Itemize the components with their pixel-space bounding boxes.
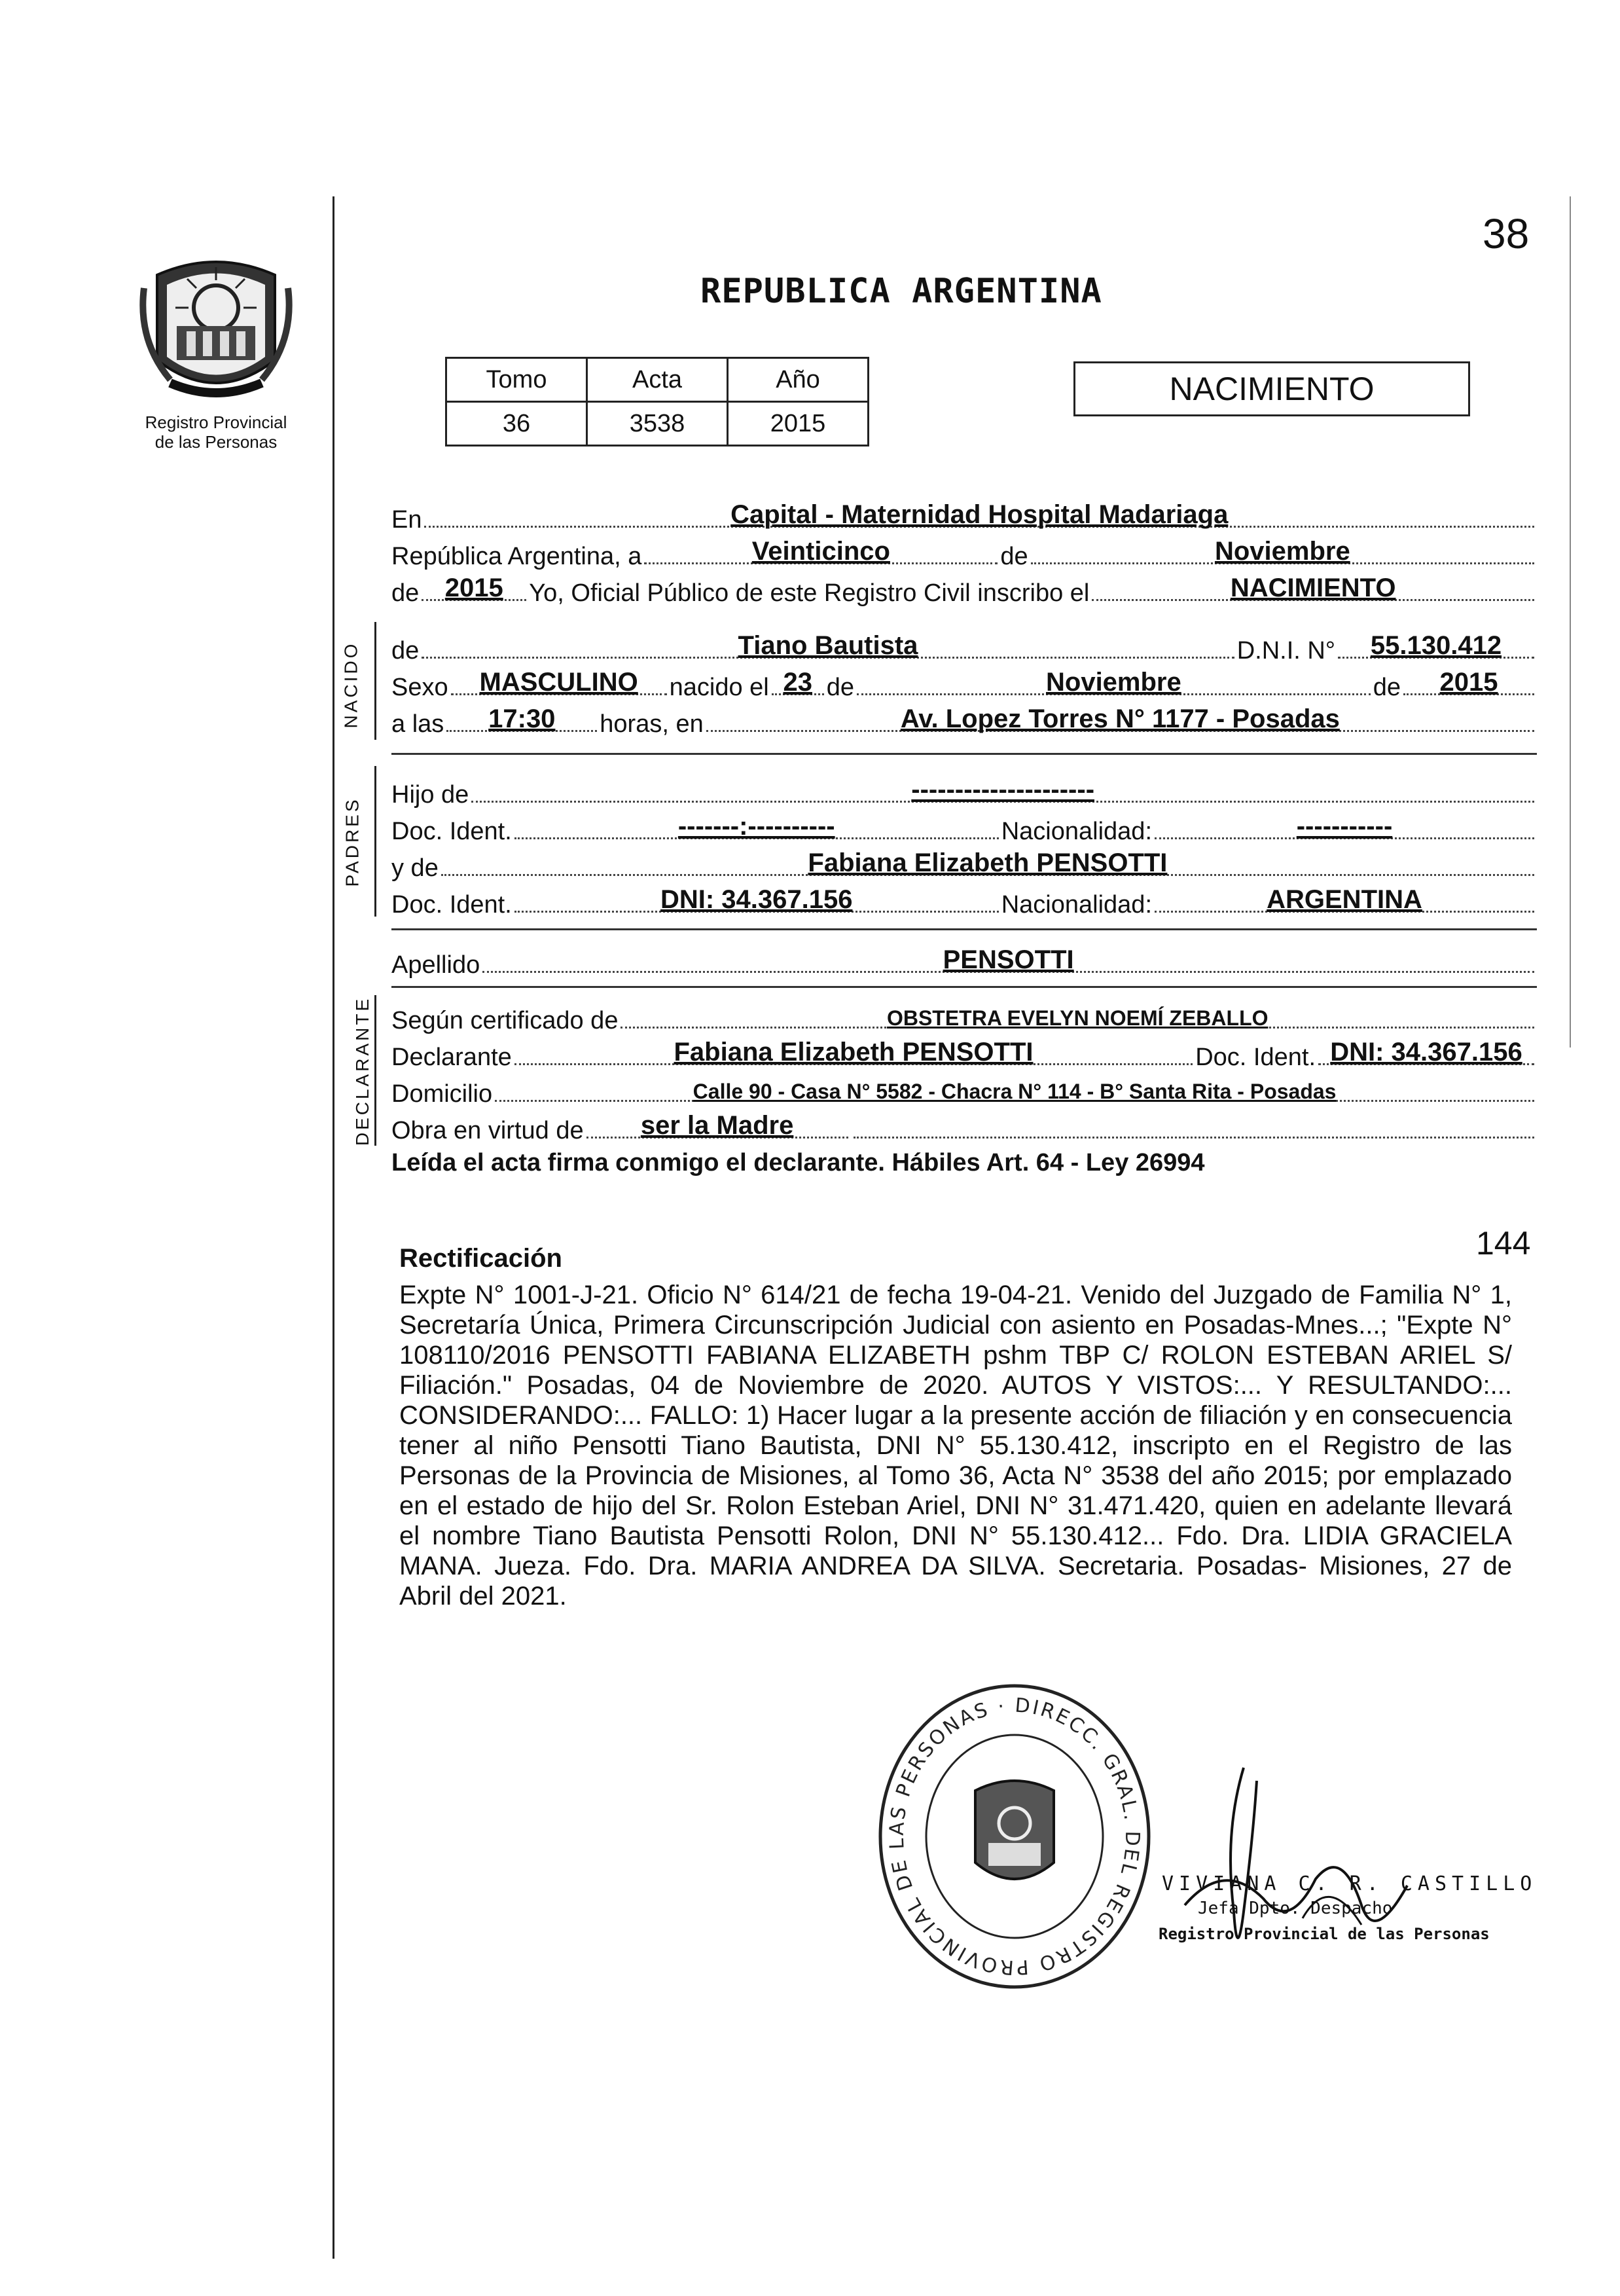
- label-doc-ident-2: Doc. Ident.: [391, 891, 512, 919]
- record-table: [445, 357, 869, 446]
- field-padre-doc-line: [514, 812, 999, 841]
- label-doc-ident-3: Doc. Ident.: [1195, 1044, 1316, 1071]
- rectificacion-body: Expte N° 1001-J-21. Oficio N° 614/21 de fecha 19-04-21. Venido del Juzgado de Familia N° 1, Secretaría Única, Primera Circunscripción Judicial con asiento en Posadas-Mnes...; "Expte N° 108110/2016 PENSOTTI FABIANA ELIZABETH pshm TBP C/ ROLON ESTEBAN ARIEL S/ Filiación." Posadas, 04 de Noviembre de 2020. AUTOS Y VISTOS:... Y RESULTANDO:... CONSIDERANDO:... FALLO: 1) Hacer lugar a la presente acción de filiación y en consecuencia tener al niño Pensotti Tiano Bautista, DNI N° 55.130.412, inscripto en el Registro de las Personas de la Provincia de Misiones, al Tomo 36, Acta N° 3538 del año 2015; por emplazado en el estado de hijo del Sr. Rolon Esteban Ariel, DNI N° 31.471.420, quien en adelante llevará el nombre Tiano Bautista Pensotti Rolon, DNI N° 55.130.412... Fdo. Dra. LIDIA GRACIELA MANA. Jueza. Fdo. Dra. MARIA ANDREA DA SILVA. Secretaria. Posadas- Misiones, 27 de Abril del 2021.: [399, 1281, 1512, 1611]
- label-en: En: [391, 506, 422, 534]
- label-a-las: a las: [391, 710, 444, 738]
- record-type-box: NACIMIENTO: [1073, 361, 1470, 416]
- label-de-5: de: [1373, 674, 1401, 701]
- field-certificado-line: [621, 1006, 1534, 1030]
- field-dia-letras: Veinticinco: [751, 537, 890, 566]
- field-madre-doc-line: [514, 885, 999, 914]
- page-number: 38: [1483, 210, 1530, 257]
- row-anio: [391, 571, 1537, 608]
- handwritten-signature: [1145, 1755, 1486, 1977]
- label-de-2: de: [391, 579, 420, 607]
- row-hijo-de: [391, 773, 1537, 809]
- label-de-3: de: [391, 637, 420, 665]
- row-en: [391, 498, 1537, 534]
- row-certificado: [391, 998, 1537, 1035]
- field-madre-nac: ARGENTINA: [1267, 885, 1422, 914]
- label-nacionalidad-2: Nacionalidad:: [1001, 891, 1152, 919]
- nacido-bracket: [374, 622, 376, 740]
- field-tipo-line: [1092, 574, 1534, 602]
- signatory-position: Jefa Dpto. Despacho: [1198, 1899, 1393, 1918]
- logo-caption-line2: de las Personas: [154, 432, 278, 452]
- field-sexo-line: [451, 668, 667, 697]
- field-dni-line: [1338, 631, 1534, 660]
- field-lugar: Capital - Maternidad Hospital Madariaga: [730, 500, 1229, 529]
- divider-1: [391, 753, 1537, 755]
- misiones-seal-icon: [131, 249, 301, 406]
- field-domicilio-line: [495, 1080, 1534, 1103]
- rectificacion-title: Rectificación: [399, 1244, 562, 1273]
- field-obra: ser la Madre: [640, 1111, 794, 1140]
- label-horas-en: horas, en: [600, 710, 704, 738]
- field-hora: 17:30: [488, 704, 556, 733]
- field-dia-line: [644, 537, 998, 566]
- rectificacion-number: 144: [1476, 1225, 1531, 1262]
- logo-caption: [111, 412, 321, 452]
- label-de-4: de: [826, 674, 855, 701]
- signature-icon: [1145, 1755, 1486, 1977]
- label-apellido: Apellido: [391, 951, 480, 979]
- label-dni-no: D.N.I. N°: [1236, 637, 1335, 665]
- field-padre-nac: -----------: [1296, 812, 1393, 841]
- field-dia-nac-line: [772, 668, 824, 697]
- side-label-nacido: NACIDO: [340, 641, 361, 729]
- field-declarante-doc-line: [1318, 1038, 1534, 1066]
- divider-2: [391, 928, 1537, 930]
- label-hijo-de: Hijo de: [391, 781, 469, 809]
- row-apellido: [391, 943, 1537, 979]
- field-tipo: NACIMIENTO: [1230, 574, 1396, 602]
- label-de-1: de: [1000, 543, 1028, 570]
- row-domicilio: [391, 1072, 1537, 1108]
- record-header-row: [446, 358, 869, 402]
- field-declarante: Fabiana Elizabeth PENSOTTI: [674, 1038, 1034, 1066]
- field-domicilio: Calle 90 - Casa N° 5582 - Chacra N° 114 - B° Santa Rita - Posadas: [693, 1080, 1337, 1103]
- field-hora-line: [446, 704, 597, 733]
- row-madre: [391, 846, 1537, 883]
- record-value-acta: 3538: [587, 402, 728, 446]
- record-header-anio: Año: [728, 358, 869, 402]
- signatory-office: Registro Provincial de las Personas: [1159, 1925, 1490, 1943]
- field-anio: 2015: [444, 574, 503, 602]
- closing-statement: Leída el acta firma conmigo el declarante. Hábiles Art. 64 - Ley 26994: [391, 1149, 1205, 1176]
- side-label-declarante: DECLARANTE: [352, 996, 373, 1146]
- label-segun-cert: Según certificado de: [391, 1007, 619, 1034]
- registry-stamp-icon: [871, 1673, 1159, 1994]
- row-republica: [391, 534, 1537, 571]
- field-mes-nac-line: [857, 668, 1371, 697]
- field-certificado: OBSTETRA EVELYN NOEMÍ ZEBALLO: [886, 1006, 1269, 1030]
- field-declarante-line: [514, 1038, 1193, 1066]
- field-declarante-doc: DNI: 34.367.156: [1330, 1038, 1522, 1066]
- record-header-acta: Acta: [587, 358, 728, 402]
- field-obra-line: [586, 1111, 848, 1140]
- field-sexo: MASCULINO: [479, 668, 638, 697]
- row-declarante: [391, 1035, 1537, 1072]
- field-apellido-line: [482, 945, 1534, 974]
- field-padre-doc: -------:----------: [677, 812, 835, 841]
- field-anio-nac: 2015: [1439, 668, 1498, 697]
- field-mes-nac: Noviembre: [1046, 668, 1181, 697]
- row-nombre: [391, 629, 1537, 665]
- label-nacionalidad-1: Nacionalidad:: [1001, 818, 1152, 845]
- field-anio-line: [422, 574, 526, 602]
- padres-bracket: [374, 766, 376, 917]
- record-value-row: [446, 402, 869, 446]
- field-madre-doc: DNI: 34.367.156: [660, 885, 853, 914]
- label-declarante: Declarante: [391, 1044, 512, 1071]
- row-madre-doc: [391, 883, 1537, 919]
- label-yo-oficial: Yo, Oficial Público de este Registro Civil inscribo el: [529, 579, 1090, 607]
- logo-caption-line1: Registro Provincial: [145, 412, 287, 432]
- side-label-padres: PADRES: [342, 797, 363, 887]
- label-obra: Obra en virtud de: [391, 1117, 584, 1144]
- field-anio-nac-line: [1403, 668, 1534, 697]
- record-value-tomo: 36: [446, 402, 587, 446]
- field-madre-nac-line: [1155, 885, 1534, 914]
- field-lugar-nac: Av. Lopez Torres N° 1177 - Posadas: [900, 704, 1340, 733]
- record-value-anio: 2015: [728, 402, 869, 446]
- field-nombre-line: [422, 631, 1234, 660]
- province-logo: [131, 249, 301, 406]
- official-stamp: [871, 1673, 1159, 1994]
- row-hora: [391, 702, 1537, 738]
- field-padre-line: [471, 775, 1534, 804]
- field-lugar-line: [424, 500, 1534, 529]
- field-mes: Noviembre: [1214, 537, 1350, 566]
- field-padre-nac-line: [1155, 812, 1534, 841]
- field-dia-nac: 23: [783, 668, 812, 697]
- field-padre: ---------------------: [911, 775, 1095, 804]
- declarante-bracket: [374, 995, 376, 1146]
- row-padre-doc: [391, 809, 1537, 846]
- divider-3: [391, 986, 1537, 988]
- signatory-name: VIVIANA C. R. CASTILLO: [1162, 1872, 1538, 1895]
- field-apellido: PENSOTTI: [943, 945, 1074, 974]
- label-sexo: Sexo: [391, 674, 448, 701]
- label-y-de: y de: [391, 854, 439, 882]
- field-dni: 55.130.412: [1370, 631, 1502, 660]
- label-nacido-el: nacido el: [669, 674, 769, 701]
- right-margin-rule: [1570, 196, 1571, 1048]
- field-mes-line: [1031, 537, 1534, 566]
- record-header-tomo: Tomo: [446, 358, 587, 402]
- row-obra: [391, 1108, 1537, 1145]
- label-domicilio: Domicilio: [391, 1080, 493, 1108]
- row-sexo: [391, 665, 1537, 702]
- label-republica: República Argentina, a: [391, 543, 642, 570]
- field-madre: Fabiana Elizabeth PENSOTTI: [808, 848, 1168, 877]
- field-nombre: Tiano Bautista: [738, 631, 918, 660]
- stamp-text: DIRECC. GRAL. DEL REGISTRO PROVINCIAL DE LAS PERSONAS ·: [885, 1694, 1144, 1979]
- field-lugar-nac-line: [706, 704, 1534, 733]
- field-obra-filler: [854, 1127, 1534, 1139]
- page-title: REPUBLICA ARGENTINA: [700, 272, 1102, 311]
- label-doc-ident-1: Doc. Ident.: [391, 818, 512, 845]
- left-margin-rule: [333, 196, 334, 2259]
- field-madre-line: [441, 848, 1534, 877]
